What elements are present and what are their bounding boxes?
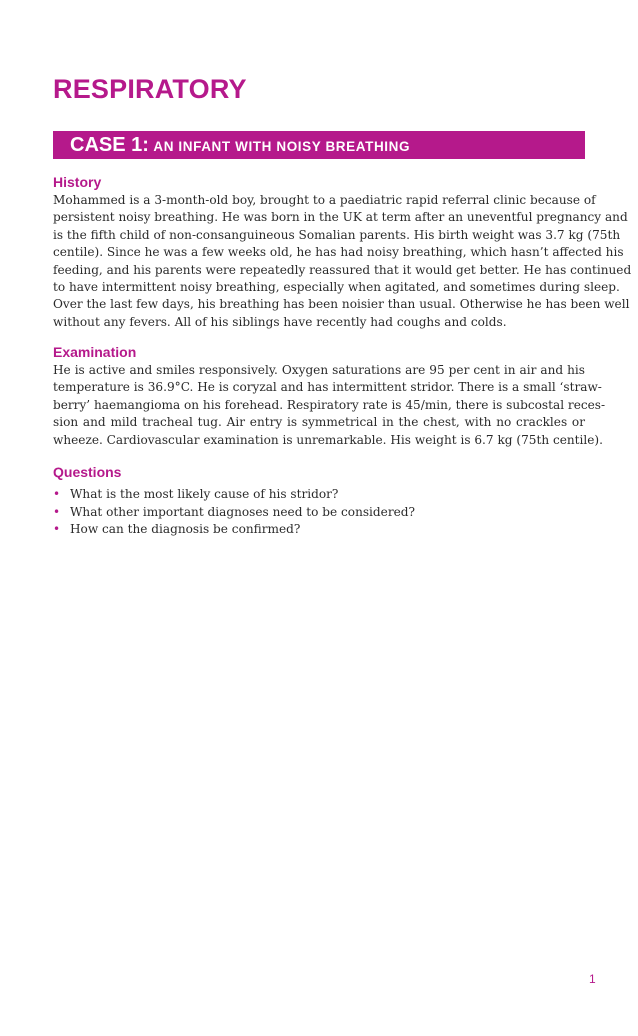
examination-line: berry’ haemangioma on his forehead. Respiratory rate is 45/min, there is subcostal reces-: [53, 397, 606, 412]
history-line: persistent noisy breathing. He was born in the UK at term after an uneventful pregnancy and: [53, 210, 628, 225]
questions-heading: Questions: [53, 464, 122, 480]
question-item: [53, 521, 415, 539]
examination-line: temperature is 36.9°C. He is coryzal and has intermittent stridor. There is a small ‘straw-: [53, 380, 602, 395]
page-number: 1: [589, 972, 596, 986]
bullet-icon: •: [53, 504, 61, 519]
examination-line: wheeze. Cardiovascular examination is unremarkable. His weight is 6.7 kg (75th centile).: [53, 432, 603, 447]
case-number: CASE 1:: [70, 134, 149, 156]
case-subtitle: AN INFANT WITH NOISY BREATHING: [153, 139, 411, 154]
question-item: [53, 504, 415, 522]
history-line: Over the last few days, his breathing has been noisier than usual. Otherwise he has been well: [53, 297, 630, 312]
history-line: to have intermittent noisy breathing, especially when agitated, and sometimes during sleep.: [53, 280, 620, 295]
examination-paragraph: [53, 362, 606, 449]
history-line: without any fevers. All of his siblings have recently had coughs and colds.: [53, 314, 507, 329]
question-text: What other important diagnoses need to be considered?: [70, 504, 415, 519]
case-banner: [53, 131, 585, 159]
history-heading: History: [53, 174, 102, 190]
question-text: How can the diagnosis be confirmed?: [70, 522, 301, 536]
bullet-icon: •: [53, 487, 61, 501]
examination-line: He is active and smiles responsively. Oxygen saturations are 95 per cent in air and his: [53, 363, 585, 377]
examination-line: sion and mild tracheal tug. Air entry is symmetrical in the chest, with no crackles or: [53, 415, 585, 430]
questions-list: [53, 486, 415, 539]
history-line: is the fifth child of non-consanguineous Somalian parents. His birth weight was 3.7 kg (75th: [53, 227, 621, 242]
history-line: centile). Since he was a few weeks old, he has had noisy breathing, which hasn’t affected his: [53, 245, 624, 260]
history-line: feeding, and his parents were repeatedly reassured that it would get better. He has continued: [53, 262, 632, 277]
examination-heading: Examination: [53, 344, 137, 360]
question-text: What is the most likely cause of his stridor?: [70, 487, 339, 501]
chapter-title: RESPIRATORY: [53, 74, 247, 104]
history-line: Mohammed is a 3-month-old boy, brought to a paediatric rapid referral clinic because of: [53, 193, 596, 207]
question-item: [53, 486, 415, 504]
bullet-icon: •: [53, 522, 61, 536]
history-paragraph: [53, 192, 632, 331]
